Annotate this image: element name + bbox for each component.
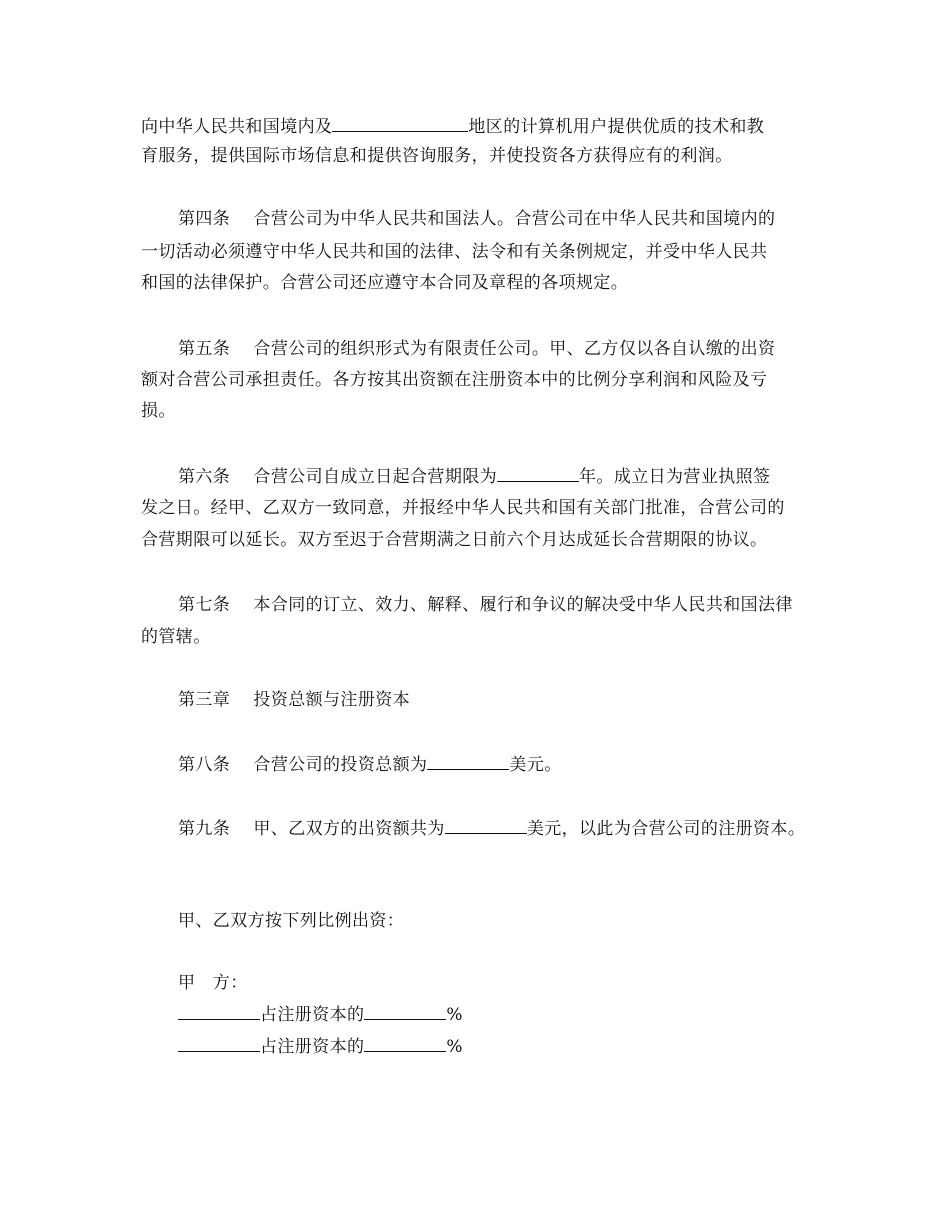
contribution-row-text: 占注册资本的 — [260, 1005, 365, 1025]
article-6-line-3: 合营期限可以延长。双方至迟于合营期满之日前六个月达成延长合营期限的协议。 — [141, 530, 768, 550]
intro-text-after-blank: 地区的计算机用户提供优质的技术和教 — [468, 117, 765, 137]
chapter-3-title: 投资总额与注册资本 — [253, 690, 411, 710]
article-6-line-2: 发之日。经甲、乙双方一致同意，并报经中华人民共和国有关部门批准，合营公司的 — [141, 498, 785, 518]
article-4-line-3: 和国的法律保护。合营公司还应遵守本合同及章程的各项规定。 — [141, 273, 629, 293]
article-9-line — [178, 816, 805, 841]
article-5-text: 合营公司的组织形式为有限责任公司。甲、乙方仅以各自认缴的出资 — [253, 339, 776, 359]
intro-text-before-blank: 向中华人民共和国境内及 — [141, 117, 333, 137]
total-investment-blank — [427, 752, 509, 770]
article-6-line-1 — [178, 464, 770, 489]
contribution-percent-blank — [364, 1002, 446, 1020]
intro-line-2: 育服务，提供国际市场信息和提供咨询服务，并使投资各方获得应有的利润。 — [141, 146, 733, 166]
article-4-label: 第四条 — [178, 209, 231, 229]
article-5-line-1 — [178, 337, 775, 361]
article-8-text-before-blank: 合营公司的投资总额为 — [253, 755, 428, 775]
contribution-heading: 甲、乙双方按下列比例出资： — [178, 911, 405, 931]
percent-sign: % — [446, 1037, 463, 1057]
article-5-line-2: 额对合营公司承担责任。各方按其出资额在注册资本中的比例分享利润和风险及亏 — [141, 370, 768, 390]
region-blank — [332, 114, 468, 132]
contribution-amount-blank — [178, 1002, 260, 1020]
article-9-label: 第九条 — [178, 819, 231, 839]
chapter-3-label: 第三章 — [178, 690, 231, 710]
article-6-label: 第六条 — [178, 467, 231, 487]
contribution-amount-blank — [178, 1034, 260, 1052]
article-8-line — [178, 752, 562, 777]
article-9-text-before-blank: 甲、乙双方的出资额共为 — [253, 819, 445, 839]
article-4-text: 合营公司为中华人民共和国法人。合营公司在中华人民共和国境内的 — [253, 209, 776, 229]
article-7-line-1 — [178, 593, 793, 617]
percent-sign: % — [446, 1005, 463, 1025]
article-7-text: 本合同的订立、效力、解释、履行和争议的解决受中华人民共和国法律 — [253, 595, 793, 615]
registered-capital-blank — [445, 816, 527, 834]
article-6-text-before-blank: 合营公司自成立日起合营期限为 — [253, 467, 498, 487]
intro-line-1 — [141, 114, 764, 139]
chapter-3-heading — [178, 688, 410, 712]
article-6-text-after-blank: 年。成立日为营业执照签 — [579, 467, 771, 487]
article-4-line-1 — [178, 207, 775, 231]
article-7-label: 第七条 — [178, 595, 231, 615]
article-8-text-after-blank: 美元。 — [509, 755, 562, 775]
article-7-line-2: 的管辖。 — [141, 627, 211, 647]
contribution-row-2 — [178, 1034, 463, 1059]
article-5-label: 第五条 — [178, 339, 231, 359]
term-years-blank — [497, 464, 579, 482]
article-5-line-3: 损。 — [141, 401, 176, 421]
party-a-label: 甲 方： — [178, 973, 248, 993]
contribution-row-text: 占注册资本的 — [260, 1037, 365, 1057]
contribution-percent-blank — [364, 1034, 446, 1052]
contribution-row-1 — [178, 1002, 463, 1027]
article-4-line-2: 一切活动必须遵守中华人民共和国的法律、法令和有关条例规定，并受中华人民共 — [141, 242, 768, 262]
article-8-label: 第八条 — [178, 755, 231, 775]
article-9-text-after-blank: 美元，以此为合营公司的注册资本。 — [526, 819, 806, 839]
